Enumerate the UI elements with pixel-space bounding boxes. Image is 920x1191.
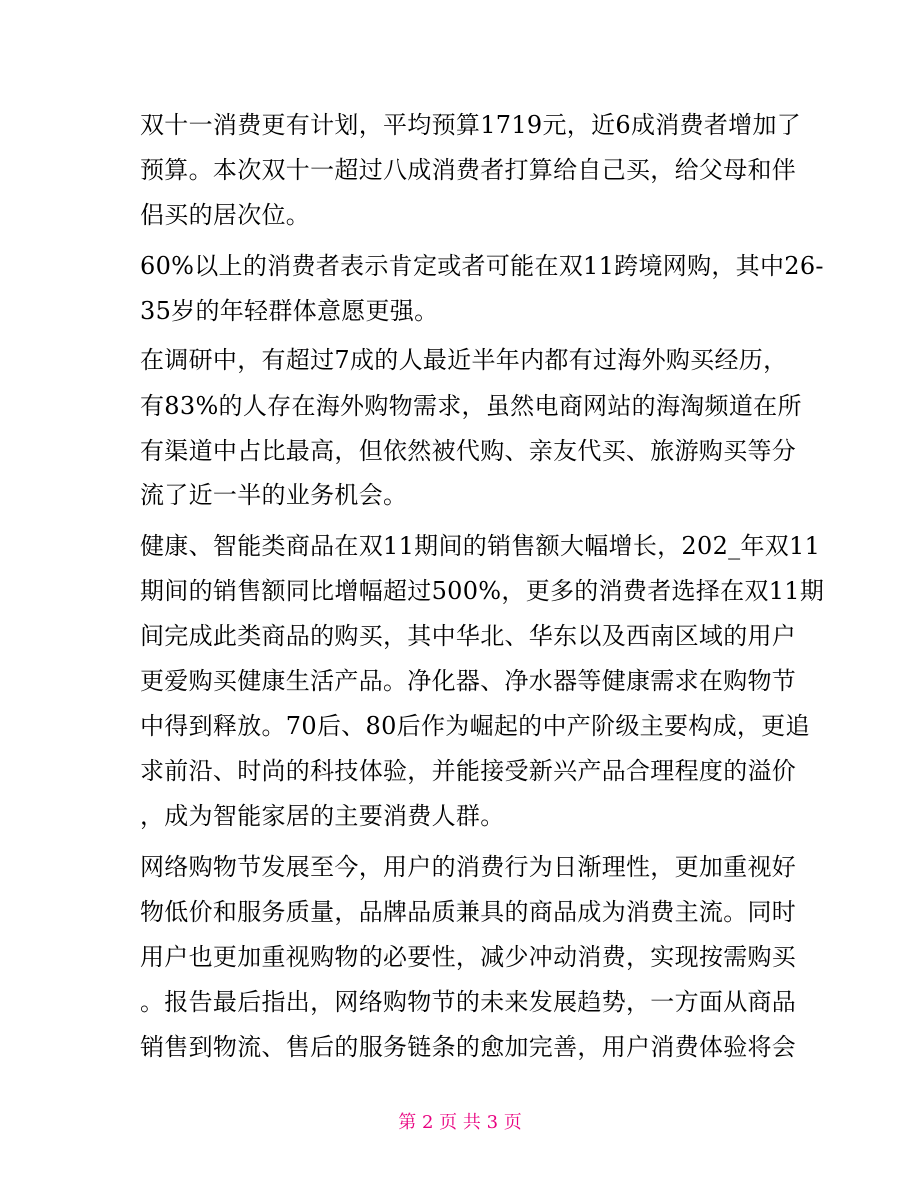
text-line: 销售到物流、售后的服务链条的愈加完善，用户消费体验将会 [140, 1033, 797, 1061]
text-line: 有83%的人存在海外购物需求，虽然电商网站的海淘频道在所 [140, 392, 802, 420]
text-line: 间完成此类商品的购买，其中华北、华东以及西南区域的用户 [140, 622, 797, 650]
text-line: 求前沿、时尚的科技体验，并能接受新兴产品合理程度的溢价 [140, 757, 797, 785]
text-line: 双十一消费更有计划，平均预算1719元，近6成消费者增加了 [140, 111, 802, 139]
text-line: 用户也更加重视购物的必要性，减少冲动消费，实现按需购买 [140, 943, 797, 971]
text-line: 35岁的年轻群体意愿更强。 [140, 297, 439, 325]
text-line: 中得到释放。70后、80后作为崛起的中产阶级主要构成，更追 [140, 712, 810, 740]
text-line: 期间的销售额同比增幅超过500%，更多的消费者选择在双11期 [140, 577, 825, 605]
text-line: 有渠道中占比最高，但依然被代购、亲友代买、旅游购买等分 [140, 437, 797, 465]
text-line: 健康、智能类商品在双11期间的销售额大幅增长，202_年双11 [140, 532, 821, 560]
text-line: 网络购物节发展至今，用户的消费行为日渐理性，更加重视好 [140, 853, 797, 881]
text-line: 预算。本次双十一超过八成消费者打算给自己买，给父母和伴 [140, 156, 797, 184]
text-line: ，成为智能家居的主要消费人群。 [140, 802, 505, 830]
text-line: 60%以上的消费者表示肯定或者可能在双11跨境网购，其中26- [140, 252, 824, 280]
text-line: 在调研中，有超过7成的人最近半年内都有过海外购买经历， [140, 346, 788, 374]
text-line: 侣买的居次位。 [140, 201, 311, 229]
text-line: 。报告最后指出，网络购物节的未来发展趋势，一方面从商品 [140, 988, 797, 1016]
page-number: 第 2 页 共 3 页 [398, 1112, 522, 1133]
text-line: 更爱购买健康生活产品。净化器、净水器等健康需求在购物节 [140, 667, 797, 695]
text-line: 流了近一半的业务机会。 [140, 481, 408, 509]
text-line: 物低价和服务质量，品牌品质兼具的商品成为消费主流。同时 [140, 898, 797, 926]
